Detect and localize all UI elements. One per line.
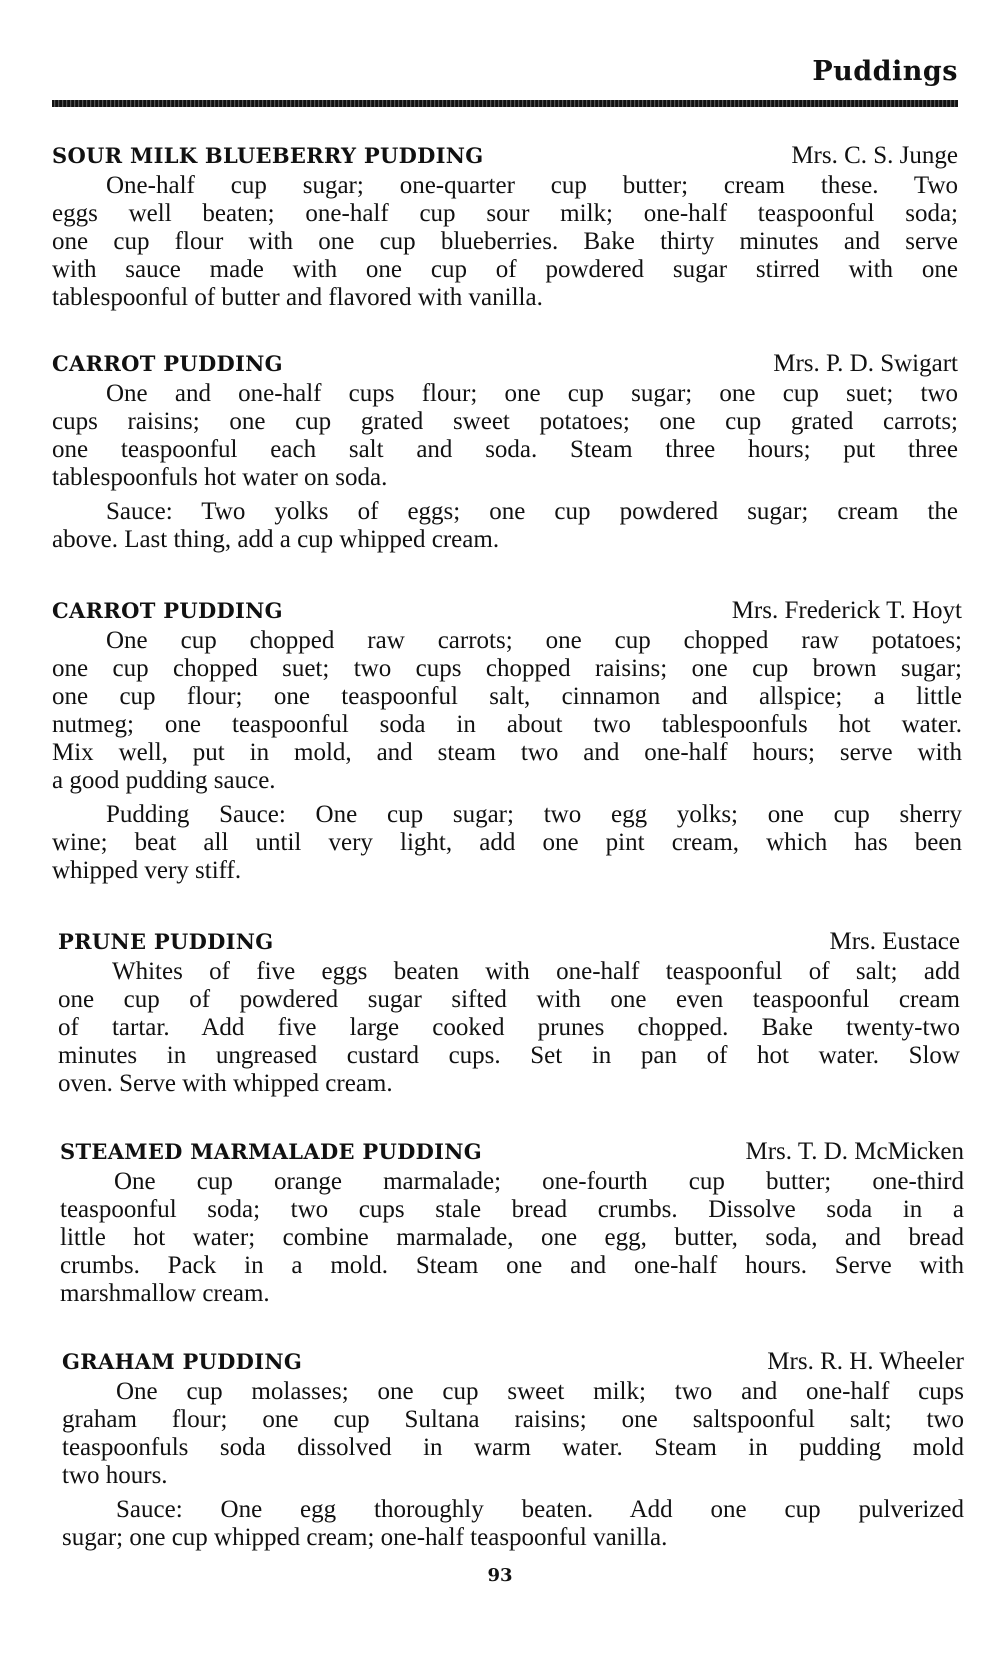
text-line: one cup of powdered sugar sifted with one even teaspoonful cream: [58, 986, 960, 1013]
text-line: a good pudding sauce.: [52, 767, 276, 794]
text-line: two hours.: [62, 1462, 168, 1489]
recipe-header: [52, 142, 958, 172]
text-line: Sauce: Two yolks of eggs; one cup powdered sugar; cream the: [106, 498, 958, 525]
page-number: 93: [487, 1565, 513, 1586]
recipe-author: Mrs. Eustace: [829, 928, 960, 955]
running-head: Puddings: [812, 56, 958, 87]
text-line: minutes in ungreased custard cups. Set in pan of hot water. Slow: [58, 1042, 960, 1069]
text-line: graham flour; one cup Sultana raisins; one saltspoonful salt; two: [62, 1406, 964, 1433]
text-line: one cup flour; one teaspoonful salt, cinnamon and allspice; a little: [52, 683, 962, 710]
recipe-header: [52, 597, 962, 627]
recipe-header: [62, 1348, 964, 1378]
recipe-author: Mrs. C. S. Junge: [791, 142, 958, 169]
text-line: with sauce made with one cup of powdered sugar stirred with one: [52, 256, 958, 283]
text-line: little hot water; combine marmalade, one egg, butter, soda, and bread: [60, 1224, 964, 1251]
text-line: One cup molasses; one cup sweet milk; two and one-half cups: [116, 1378, 964, 1405]
recipe-title: STEAMED MARMALADE PUDDING: [60, 1139, 482, 1164]
recipe-title: GRAHAM PUDDING: [62, 1349, 303, 1374]
text-line: One and one-half cups flour; one cup sugar; one cup suet; two: [106, 380, 958, 407]
text-line: crumbs. Pack in a mold. Steam one and one-half hours. Serve with: [60, 1252, 964, 1279]
recipe: [52, 142, 958, 318]
text-line: One-half cup sugar; one-quarter cup butter; cream these. Two: [106, 172, 958, 199]
recipe: [62, 1348, 964, 1558]
recipe-header: [60, 1138, 964, 1168]
text-line: tablespoonfuls hot water on soda.: [52, 464, 388, 491]
text-line: Sauce: One egg thoroughly beaten. Add one cup pulverized: [116, 1496, 964, 1523]
text-line: cups raisins; one cup grated sweet potatoes; one cup grated carrots;: [52, 408, 958, 435]
recipe-paragraph: [52, 172, 958, 312]
recipe-author: Mrs. Frederick T. Hoyt: [731, 597, 962, 624]
recipe-paragraph: [52, 627, 962, 795]
text-line: tablespoonful of butter and flavored with vanilla.: [52, 284, 543, 311]
recipe-paragraph: [62, 1496, 964, 1552]
text-line: Mix well, put in mold, and steam two and one-half hours; serve with: [52, 739, 962, 766]
text-line: of tartar. Add five large cooked prunes chopped. Bake twenty-two: [58, 1014, 960, 1041]
recipe-title: PRUNE PUDDING: [58, 929, 274, 954]
recipe-author: Mrs. R. H. Wheeler: [767, 1348, 964, 1375]
header-rule: [52, 100, 958, 107]
recipe-title: CARROT PUDDING: [52, 598, 283, 623]
text-line: eggs well beaten; one-half cup sour milk; one-half teaspoonful soda;: [52, 200, 958, 227]
recipe-title: SOUR MILK BLUEBERRY PUDDING: [52, 143, 484, 168]
text-line: oven. Serve with whipped cream.: [58, 1070, 393, 1097]
recipe-header: [52, 350, 958, 380]
recipe: [52, 597, 962, 891]
text-line: nutmeg; one teaspoonful soda in about two tablespoonfuls hot water.: [52, 711, 962, 738]
text-line: teaspoonfuls soda dissolved in warm water. Steam in pudding mold: [62, 1434, 964, 1461]
recipe: [60, 1138, 964, 1314]
text-line: sugar; one cup whipped cream; one-half teaspoonful vanilla.: [62, 1524, 668, 1551]
recipe: [52, 350, 958, 560]
text-line: above. Last thing, add a cup whipped cream.: [52, 526, 500, 553]
text-line: One cup orange marmalade; one-fourth cup butter; one-third: [114, 1168, 964, 1195]
text-line: Whites of five eggs beaten with one-half teaspoonful of salt; add: [112, 958, 960, 985]
text-line: whipped very stiff.: [52, 857, 242, 884]
text-line: one cup flour with one cup blueberries. Bake thirty minutes and serve: [52, 228, 958, 255]
text-line: One cup chopped raw carrots; one cup chopped raw potatoes;: [106, 627, 962, 654]
recipe-paragraph: [58, 958, 960, 1098]
recipe-paragraph: [52, 498, 958, 554]
text-line: one teaspoonful each salt and soda. Steam three hours; put three: [52, 436, 958, 463]
recipe-author: Mrs. P. D. Swigart: [773, 350, 958, 377]
recipe-paragraph: [60, 1168, 964, 1308]
recipe-title: CARROT PUDDING: [52, 351, 283, 376]
text-line: teaspoonful soda; two cups stale bread crumbs. Dissolve soda in a: [60, 1196, 964, 1223]
recipe-paragraph: [52, 801, 962, 885]
text-line: one cup chopped suet; two cups chopped raisins; one cup brown sugar;: [52, 655, 962, 682]
recipe: [58, 928, 960, 1104]
recipe-author: Mrs. T. D. McMicken: [745, 1138, 964, 1165]
recipe-paragraph: [62, 1378, 964, 1490]
recipe-paragraph: [52, 380, 958, 492]
recipe-header: [58, 928, 960, 958]
text-line: Pudding Sauce: One cup sugar; two egg yolks; one cup sherry: [106, 801, 962, 828]
text-line: marshmallow cream.: [60, 1280, 270, 1307]
text-line: wine; beat all until very light, add one pint cream, which has been: [52, 829, 962, 856]
